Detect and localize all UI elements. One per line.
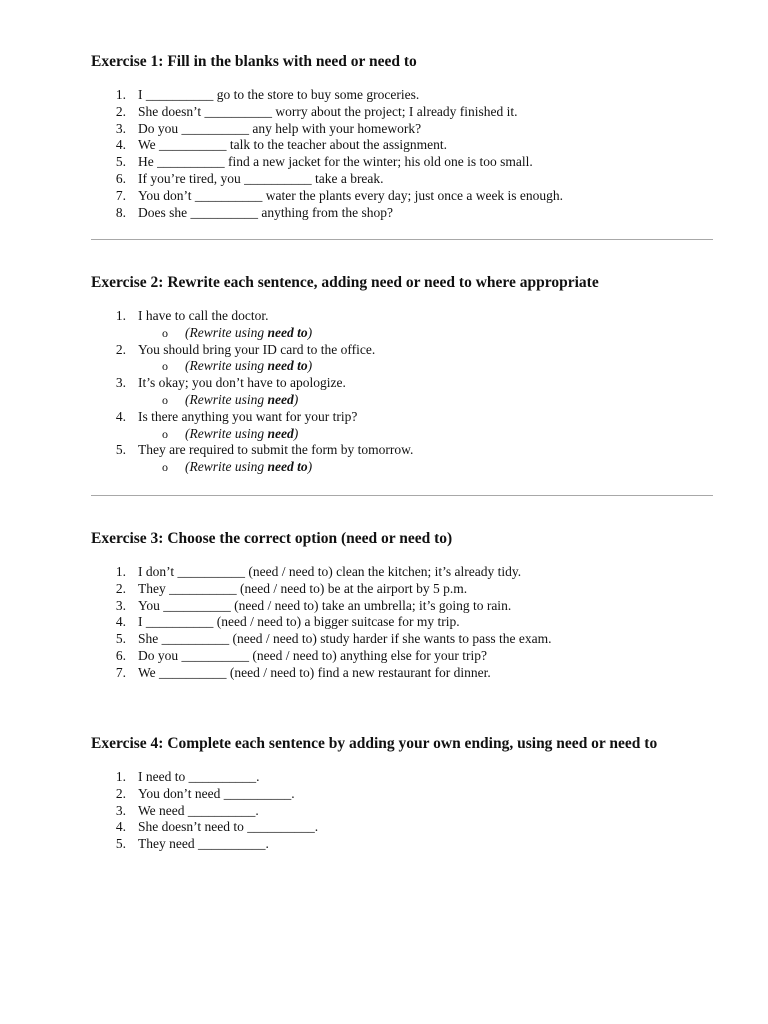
circle-bullet-icon: o bbox=[162, 359, 168, 374]
item-number: 1. bbox=[115, 564, 126, 579]
exercise-item bbox=[91, 188, 716, 205]
item-number: 5. bbox=[115, 442, 126, 458]
circle-bullet-icon: o bbox=[162, 325, 168, 340]
item-number: 8. bbox=[115, 204, 126, 220]
item-number: 4. bbox=[115, 614, 126, 630]
item-text: We __________ (need / need to) find a new restaurant for dinner. bbox=[138, 664, 491, 680]
hint-prefix: (Rewrite using bbox=[185, 425, 268, 441]
hint-word: need to bbox=[267, 324, 308, 340]
item-text: She doesn’t need to __________. bbox=[138, 819, 319, 835]
exercise-item bbox=[91, 171, 716, 188]
hint-prefix: (Rewrite using bbox=[185, 391, 268, 407]
exercise-item bbox=[91, 786, 716, 803]
item-text: Do you __________ any help with your homework? bbox=[138, 120, 422, 136]
circle-bullet-icon: o bbox=[162, 460, 168, 475]
item-text: She __________ (need / need to) study harder if she wants to pass the exam. bbox=[138, 631, 552, 647]
item-text: They are required to submit the form by tomorrow. bbox=[138, 442, 414, 458]
exercise-3 bbox=[91, 529, 716, 682]
circle-bullet-icon: o bbox=[162, 426, 168, 441]
exercise-item bbox=[91, 154, 716, 171]
item-number: 1. bbox=[115, 769, 126, 784]
item-text: You __________ (need / need to) take an umbrella; it’s going to rain. bbox=[138, 597, 512, 613]
item-number: 6. bbox=[115, 170, 126, 186]
hint-suffix: ) bbox=[307, 324, 313, 340]
item-number: 5. bbox=[115, 154, 126, 170]
hint-suffix: ) bbox=[293, 391, 299, 407]
exercise-1-title: Exercise 1: Fill in the blanks with need or need to bbox=[91, 53, 417, 70]
item-number: 3. bbox=[115, 375, 126, 391]
hint-list bbox=[138, 459, 716, 476]
item-text: I have to call the doctor. bbox=[138, 308, 269, 323]
hint-list bbox=[138, 358, 716, 375]
hint-prefix: (Rewrite using bbox=[185, 459, 268, 475]
hint-word: need bbox=[267, 391, 294, 407]
item-text: Does she __________ anything from the shop? bbox=[138, 204, 393, 220]
exercise-3-list bbox=[91, 564, 716, 682]
exercise-item bbox=[91, 137, 716, 154]
rewrite-hint bbox=[138, 358, 716, 375]
exercise-item bbox=[91, 819, 716, 836]
exercise-4-list bbox=[91, 769, 716, 853]
item-text: We __________ talk to the teacher about the assignment. bbox=[138, 137, 447, 153]
exercise-item bbox=[91, 665, 716, 682]
exercise-item bbox=[91, 409, 716, 443]
item-number: 4. bbox=[115, 137, 126, 153]
section-divider bbox=[91, 239, 713, 240]
exercise-item bbox=[91, 581, 716, 598]
exercise-item bbox=[91, 342, 716, 376]
rewrite-hint bbox=[138, 325, 716, 342]
item-text: He __________ find a new jacket for the winter; his old one is too small. bbox=[138, 154, 533, 170]
item-text: We need __________. bbox=[138, 802, 259, 818]
exercise-item bbox=[91, 205, 716, 222]
hint-suffix: ) bbox=[307, 358, 313, 374]
item-number: 2. bbox=[115, 785, 126, 801]
rewrite-hint bbox=[138, 392, 716, 409]
section-divider bbox=[91, 495, 713, 496]
hint-prefix: (Rewrite using bbox=[185, 324, 268, 340]
hint-list bbox=[138, 426, 716, 443]
rewrite-hint bbox=[138, 426, 716, 443]
hint-prefix: (Rewrite using bbox=[185, 358, 268, 374]
item-number: 1. bbox=[115, 308, 126, 323]
exercise-4-title: Exercise 4: Complete each sentence by adding your own ending, using need or need to bbox=[91, 735, 658, 752]
item-text: Do you __________ (need / need to) anything else for your trip? bbox=[138, 647, 488, 663]
exercise-item bbox=[91, 803, 716, 820]
exercise-item bbox=[91, 598, 716, 615]
exercise-2 bbox=[91, 273, 716, 476]
hint-list bbox=[138, 325, 716, 342]
item-text: If you’re tired, you __________ take a break. bbox=[138, 170, 384, 186]
item-number: 6. bbox=[115, 647, 126, 663]
item-text: You don’t need __________. bbox=[138, 785, 295, 801]
exercise-item bbox=[91, 104, 716, 121]
item-number: 1. bbox=[115, 87, 126, 102]
exercise-2-list bbox=[91, 308, 716, 476]
hint-word: need to bbox=[267, 459, 308, 475]
item-number: 2. bbox=[115, 103, 126, 119]
hint-suffix: ) bbox=[307, 459, 313, 475]
item-number: 2. bbox=[115, 341, 126, 357]
item-number: 3. bbox=[115, 802, 126, 818]
item-text: You don’t __________ water the plants every day; just once a week is enough. bbox=[138, 187, 564, 203]
exercise-item bbox=[91, 564, 716, 581]
exercise-item bbox=[91, 836, 716, 853]
exercise-item bbox=[91, 121, 716, 138]
item-text: They __________ (need / need to) be at the airport by 5 p.m. bbox=[138, 580, 468, 596]
exercise-2-title: Exercise 2: Rewrite each sentence, adding need or need to where appropriate bbox=[91, 274, 599, 291]
item-number: 3. bbox=[115, 120, 126, 136]
item-number: 4. bbox=[115, 819, 126, 835]
exercise-3-title: Exercise 3: Choose the correct option (need or need to) bbox=[91, 530, 453, 547]
exercise-item bbox=[91, 631, 716, 648]
rewrite-hint bbox=[138, 459, 716, 476]
item-text: I __________ (need / need to) a bigger suitcase for my trip. bbox=[138, 614, 460, 630]
item-text: I __________ go to the store to buy some groceries. bbox=[138, 87, 420, 102]
item-number: 7. bbox=[115, 664, 126, 680]
exercise-item bbox=[91, 614, 716, 631]
item-text: I need to __________. bbox=[138, 769, 260, 784]
item-text: I don’t __________ (need / need to) clean the kitchen; it’s already tidy. bbox=[138, 564, 522, 579]
exercise-4 bbox=[91, 734, 716, 853]
exercise-1 bbox=[91, 52, 716, 221]
item-text: She doesn’t __________ worry about the project; I already finished it. bbox=[138, 103, 518, 119]
item-number: 5. bbox=[115, 836, 126, 852]
item-number: 5. bbox=[115, 631, 126, 647]
exercise-item bbox=[91, 87, 716, 104]
exercise-item bbox=[91, 648, 716, 665]
exercise-item bbox=[91, 442, 716, 476]
item-text: You should bring your ID card to the office. bbox=[138, 341, 376, 357]
item-text: They need __________. bbox=[138, 836, 269, 852]
exercise-1-list bbox=[91, 87, 716, 221]
item-number: 3. bbox=[115, 597, 126, 613]
item-number: 2. bbox=[115, 580, 126, 596]
item-number: 7. bbox=[115, 187, 126, 203]
hint-word: need to bbox=[267, 358, 308, 374]
hint-suffix: ) bbox=[293, 425, 299, 441]
exercise-item bbox=[91, 375, 716, 409]
circle-bullet-icon: o bbox=[162, 392, 168, 407]
exercise-item bbox=[91, 308, 716, 342]
exercise-item bbox=[91, 769, 716, 786]
item-text: It’s okay; you don’t have to apologize. bbox=[138, 375, 346, 391]
item-number: 4. bbox=[115, 408, 126, 424]
hint-list bbox=[138, 392, 716, 409]
hint-word: need bbox=[267, 425, 294, 441]
item-text: Is there anything you want for your trip? bbox=[138, 408, 358, 424]
